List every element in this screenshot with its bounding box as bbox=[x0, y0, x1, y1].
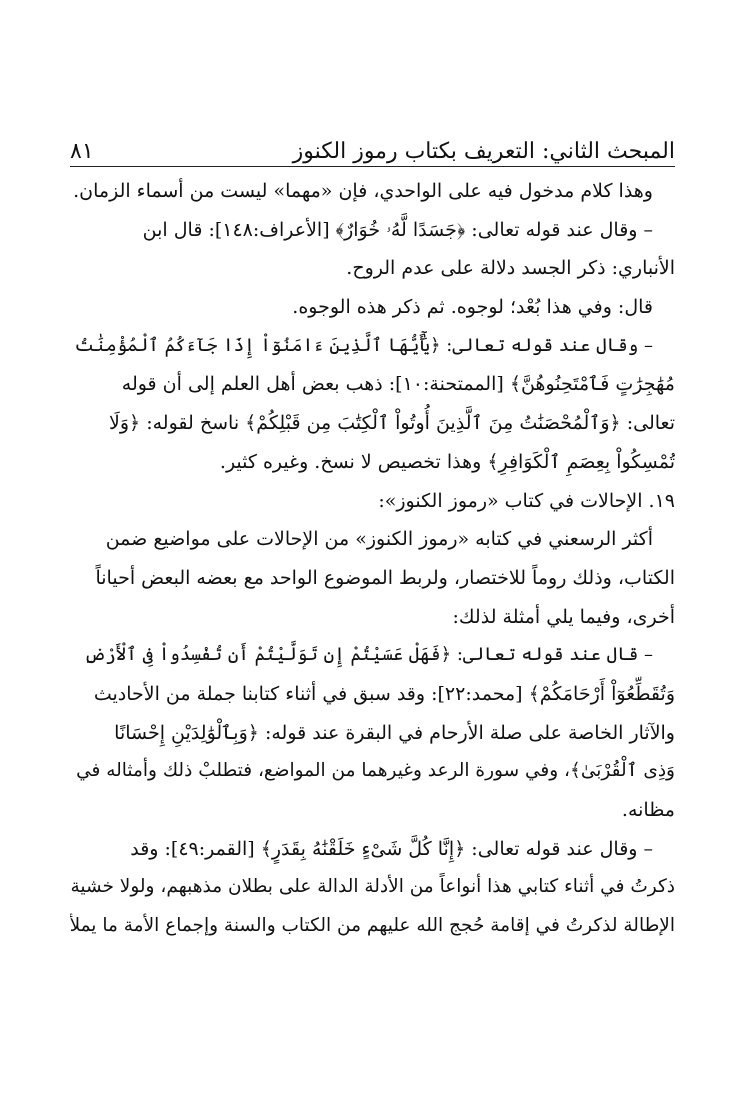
text-line: الأنباري: ذكر الجسد دلالة على عدم الروح. bbox=[346, 257, 675, 280]
text-line: – وقال عند قوله تعالى: ﴿جَسَدًا لَّهُۥ خُوَارٌ﴾ [الأعراف:١٤٨]: قال ابن bbox=[142, 218, 653, 241]
text-line: – وقال عند قوله تعالى: ﴿يَٰٓأَيُّهَا ٱلَّذِينَ ءَامَنُوٓاْ إِذَا جَآءَكُمُ ٱلْمُؤْمِنَٰتُ bbox=[74, 334, 653, 356]
text-line: أكثر الرسعني في كتابه «رموز الكنوز» من الإحالات على مواضيع ضمن bbox=[105, 528, 653, 551]
chapter-title: المبحث الثاني: التعريف بكتاب رموز الكنوز bbox=[292, 139, 675, 164]
text-line: وهذا كلام مدخول فيه على الواحدي، فإن «مهما» ليست من أسماء الزمان. bbox=[73, 180, 653, 202]
text-line: – قال عند قوله تعالى: ﴿فَهَلْ عَسَيْتُمْ إِن تَوَلَّيْتُمْ أَن تُفْسِدُواْ فِى ٱلْأَرْضِ bbox=[84, 644, 653, 666]
text-line: ذكرتُ في أثناء كتابي هذا أنواعاً من الأدلة الدالة على بطلان مذهبهم، ولولا خشية bbox=[70, 876, 675, 898]
text-line: مُهَٰجِرَٰتٍ فَٱمْتَحِنُوهُنَّ﴾ [الممتحنة:١٠]: ذهب بعض أهل العلم إلى أن قوله bbox=[121, 373, 675, 396]
text-line: ١٩. الإحالات في كتاب «رموز الكنوز»: bbox=[378, 489, 675, 512]
text-line: أخرى، وفيما يلي أمثلة لذلك: bbox=[452, 605, 675, 628]
text-line: الكتاب، وذلك روماً للاختصار، ولربط الموضوع الواحد مع بعضه البعض أحياناً bbox=[95, 566, 675, 589]
text-line: وَتُقَطِّعُوٓاْ أَرْحَامَكُمْ﴾ [محمد:٢٢]: وقد سبق في أثناء كتابنا جملة من الأحاديث bbox=[93, 682, 675, 705]
text-line: الإطالة لذكرتُ في إقامة حُجج الله عليهم من الكتاب والسنة وإجماع الأمة ما يملأ bbox=[70, 915, 675, 937]
text-line: تعالى: ﴿وَٱلْمُحْصَنَٰتُ مِنَ ٱلَّذِينَ أُوتُواْ ٱلْكِتَٰبَ مِن قَبْلِكُمْ﴾ ناسخ لقوله: ﴿وَلَا bbox=[109, 412, 675, 435]
text-line: مظانه. bbox=[621, 799, 675, 821]
text-line: والآثار الخاصة على صلة الأرحام في البقرة عند قوله: ﴿وَبِٱلْوَٰلِدَيْنِ إِحْسَانًا bbox=[114, 721, 675, 744]
text-line: وَذِى ٱلْقُرْبَىٰ﴾، وفي سورة الرعد وغيرهما من المواضع، فتطلبْ ذلك وأمثاله في bbox=[76, 760, 675, 782]
page-number: ٨١ bbox=[70, 139, 94, 164]
running-header bbox=[70, 132, 675, 166]
body-text bbox=[70, 172, 675, 946]
text-line: قال: وفي هذا بُعْد؛ لوجوه. ثم ذكر هذه الوجوه. bbox=[292, 296, 653, 319]
text-line: – وقال عند قوله تعالى: ﴿إِنَّا كُلَّ شَىْءٍ خَلَقْنَٰهُ بِقَدَرٍ﴾ [القمر:٤٩]: وقد bbox=[130, 837, 653, 860]
text-line: تُمْسِكُواْ بِعِصَمِ ٱلْكَوَافِرِ﴾ وهذا تخصيص لا نسخ. وغيره كثير. bbox=[219, 450, 675, 473]
header-divider bbox=[70, 166, 675, 167]
